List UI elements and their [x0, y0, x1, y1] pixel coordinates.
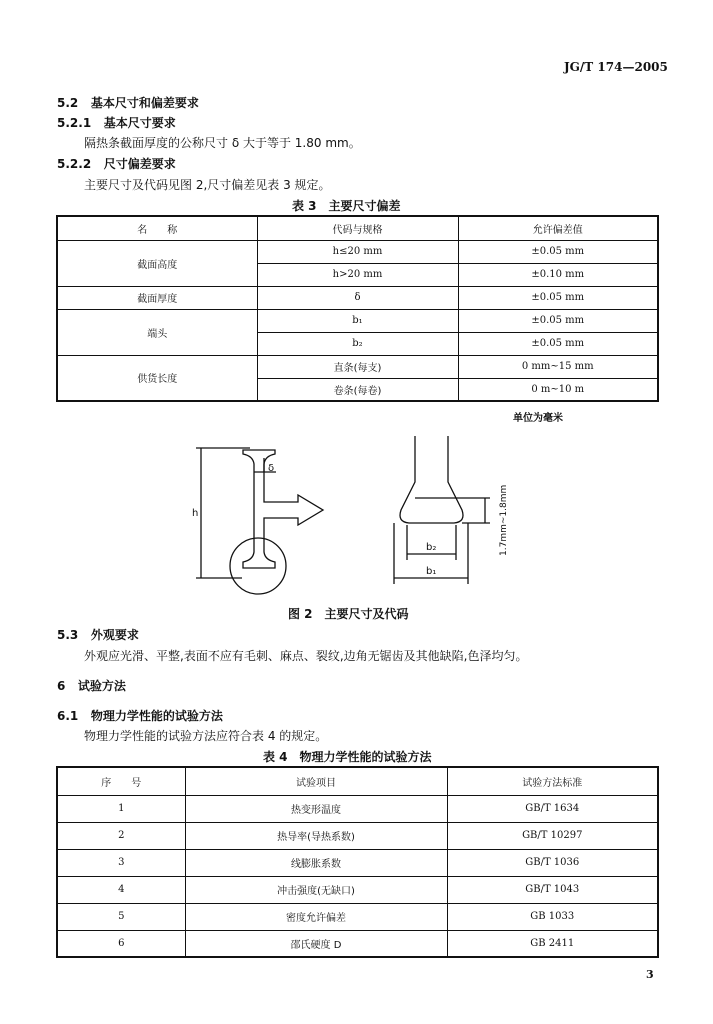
- row-spec: b₂: [257, 332, 458, 355]
- column-header-standard: 试验方法标准: [447, 767, 658, 795]
- label-h: h: [192, 508, 199, 519]
- row-number: 5: [57, 903, 185, 930]
- section-title: 基本尺寸要求: [103, 116, 176, 130]
- row-name: 截面高度: [57, 240, 257, 286]
- section-number: 6: [57, 679, 66, 693]
- row-tolerance: ±0.10 mm: [458, 263, 658, 286]
- column-header-item: 试验项目: [185, 767, 447, 795]
- section-6-heading: [57, 677, 126, 694]
- row-item: 密度允许偏差: [185, 903, 447, 930]
- row-item: 冲击强度(无缺口): [185, 876, 447, 903]
- column-header-spec: 代码与规格: [257, 216, 458, 240]
- row-number: 4: [57, 876, 185, 903]
- row-standard: GB 2411: [447, 930, 658, 957]
- table-row: [57, 822, 658, 849]
- row-standard: GB 1033: [447, 903, 658, 930]
- row-standard: GB/T 1043: [447, 876, 658, 903]
- table-row: [57, 903, 658, 930]
- row-number: 3: [57, 849, 185, 876]
- row-number: 6: [57, 930, 185, 957]
- section-title: 基本尺寸和偏差要求: [90, 96, 199, 110]
- unit-note: 单位为毫米: [513, 413, 563, 424]
- row-standard: GB/T 1036: [447, 849, 658, 876]
- section-5-2-1-heading: [57, 114, 176, 131]
- row-item: 热导率(导热系数): [185, 822, 447, 849]
- table-4-caption: 表 4 物理力学性能的试验方法: [263, 750, 432, 764]
- row-tolerance: 0 mm~15 mm: [458, 355, 658, 378]
- row-item: 线膨胀系数: [185, 849, 447, 876]
- standard-code: JG/T 174—2005: [564, 60, 668, 74]
- section-5-2-2-heading: [57, 155, 176, 172]
- row-item: 热变形温度: [185, 795, 447, 822]
- column-header-number: 序 号: [57, 767, 185, 795]
- table-header-row: [57, 216, 658, 240]
- row-name: 截面厚度: [57, 286, 257, 309]
- row-spec: 卷条(每卷): [257, 378, 458, 401]
- table-row: [57, 849, 658, 876]
- section-title: 试验方法: [77, 679, 126, 693]
- table-row: [57, 876, 658, 903]
- row-item: 邵氏硬度 D: [185, 930, 447, 957]
- table-4: [56, 766, 659, 958]
- section-5-2-heading: [57, 94, 199, 111]
- table-row: [57, 286, 658, 309]
- label-delta: δ: [268, 463, 275, 474]
- column-header-tolerance: 允许偏差值: [458, 216, 658, 240]
- page-number: 3: [646, 968, 654, 981]
- section-number: 5.2.2: [57, 157, 92, 171]
- row-spec: h≤20 mm: [257, 240, 458, 263]
- section-number: 5.3: [57, 628, 79, 642]
- row-tolerance: ±0.05 mm: [458, 309, 658, 332]
- row-number: 1: [57, 795, 185, 822]
- table-row: [57, 309, 658, 332]
- row-tolerance: ±0.05 mm: [458, 332, 658, 355]
- row-standard: GB/T 10297: [447, 822, 658, 849]
- section-title: 外观要求: [90, 628, 139, 642]
- row-spec: δ: [257, 286, 458, 309]
- table-row: [57, 240, 658, 263]
- section-6-1-heading: [57, 707, 223, 724]
- row-tolerance: ±0.05 mm: [458, 286, 658, 309]
- section-5-2-2-text: 主要尺寸及代码见图 2,尺寸偏差见表 3 规定。: [84, 178, 331, 192]
- detail-circle: [230, 538, 286, 594]
- figure-2-diagram: [180, 428, 520, 600]
- section-number: 6.1: [57, 709, 79, 723]
- section-6-1-text: 物理力学性能的试验方法应符合表 4 的规定。: [84, 729, 328, 743]
- figure-2-caption: 图 2 主要尺寸及代码: [288, 607, 409, 621]
- label-range: 1.7mm~1.8mm: [499, 484, 509, 556]
- section-5-2-1-text: 隔热条截面厚度的公称尺寸 δ 大于等于 1.80 mm。: [84, 136, 361, 150]
- row-number: 2: [57, 822, 185, 849]
- section-number: 5.2.1: [57, 116, 92, 130]
- row-standard: GB/T 1634: [447, 795, 658, 822]
- row-spec: 直条(每支): [257, 355, 458, 378]
- label-b2: b₂: [426, 542, 437, 553]
- row-tolerance: 0 m~10 m: [458, 378, 658, 401]
- column-header-name: 名 称: [57, 216, 257, 240]
- section-5-3-heading: [57, 626, 139, 643]
- section-5-3-text: 外观应光滑、平整,表面不应有毛刺、麻点、裂纹,边角无锯齿及其他缺陷,色泽均匀。: [84, 649, 528, 663]
- row-name: 供货长度: [57, 355, 257, 401]
- table-row: [57, 795, 658, 822]
- left-profile-outline: [243, 450, 323, 568]
- table-3: [56, 215, 659, 402]
- right-profile-outline: [400, 436, 463, 523]
- table-3-caption: 表 3 主要尺寸偏差: [292, 199, 401, 213]
- row-spec: h>20 mm: [257, 263, 458, 286]
- label-b1: b₁: [426, 566, 437, 577]
- row-tolerance: ±0.05 mm: [458, 240, 658, 263]
- table-row: [57, 930, 658, 957]
- table-header-row: [57, 767, 658, 795]
- section-number: 5.2: [57, 96, 79, 110]
- section-title: 物理力学性能的试验方法: [90, 709, 223, 723]
- table-row: [57, 355, 658, 378]
- section-title: 尺寸偏差要求: [103, 157, 176, 171]
- row-name: 端头: [57, 309, 257, 355]
- row-spec: b₁: [257, 309, 458, 332]
